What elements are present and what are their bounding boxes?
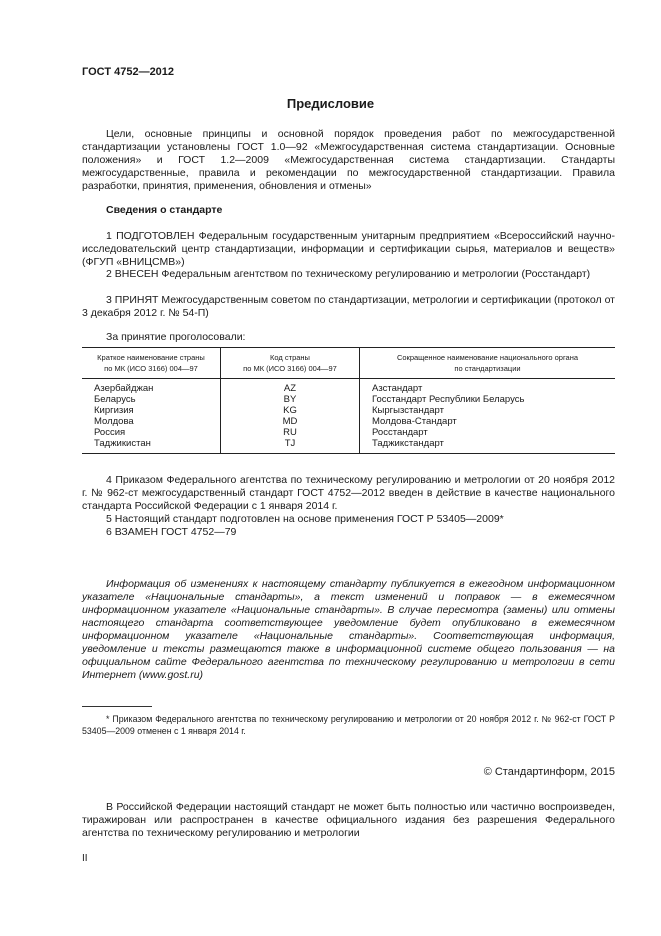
cell-country: Таджикистан: [82, 438, 221, 454]
intro-paragraph: Цели, основные принципы и основной порядок проведения работ по межгосударственной стандартизации установлены ГОСТ 1.0—92 «Межгосударственная система стандартизации. Основные положения» и ГОСТ 1.2—2009 «Межгосударственная система стандартизации. Стандарты межгосударственные, правила и рекомендации по межгосударственной стандартизации. Правила разработки, принятия, применения, обновления и отмены»: [82, 128, 615, 192]
footnote: * Приказом Федерального агентства по техническому регулированию и метрологии от 20 ноября 2012 г. № 962-ст ГОСТ Р 53405—2009 отменен с 1 января 2014 г.: [82, 714, 615, 736]
voted-label: За принятие проголосовали:: [106, 331, 246, 343]
cell-country: Киргизия: [82, 405, 221, 416]
cell-country: Азербайджан: [82, 379, 221, 395]
col-header-country: Краткое наименование страны по МК (ИСО 3166) 004—97: [82, 348, 221, 379]
cell-body: Молдова-Стандарт: [372, 416, 457, 427]
table-row: [82, 394, 615, 405]
table-row: [82, 416, 615, 427]
table-header-row: [82, 348, 615, 379]
cell-country: Молдова: [82, 416, 221, 427]
document-header: ГОСТ 4752—2012: [82, 66, 175, 78]
cell-code: TJ: [221, 438, 360, 454]
col-header-body: Сокращенное наименование национального органа по стандартизации: [360, 348, 616, 379]
item-6: 6 ВЗАМЕН ГОСТ 4752—79: [106, 526, 237, 538]
page-number: II: [82, 853, 88, 864]
rights-paragraph: В Российской Федерации настоящий стандарт не может быть полностью или частично воспроизведен, тиражирован или распространен в качестве официального издания без разрешения Федерального агентства по техническому регулированию и метрологии: [82, 801, 615, 839]
item-1: 1 ПОДГОТОВЛЕН Федеральным государственным унитарным предприятием «Всероссийский научно-исследовательский центр стандартизации, информации и сертификации сырья, материалов и веществ» (ФГУП «ВНИЦСМВ»): [82, 230, 615, 268]
cell-body: Росстандарт: [372, 427, 428, 438]
notice-paragraph: Информация об изменениях к настоящему стандарту публикуется в ежегодном информационном указателе «Национальные стандарты», а текст изменений и поправок — в ежемесячном информационном указателе «Национальные стандарты». В случае пересмотра (замены) или отмены настоящего стандарта соответствующее уведомление будет опубликовано в ежемесячном информационном указателе «Национальные стандарты». Соответствующая информация, уведомление и тексты размещаются также в информационной системе общего пользования — на официальном сайте Федерального агентства по техническому регулированию и метрологии в сети Интернет (www.gost.ru): [82, 578, 615, 681]
col-header-code: Код страны по МК (ИСО 3166) 004—97: [221, 348, 360, 379]
table-row: [82, 438, 615, 454]
cell-body: Таджикстандарт: [360, 438, 616, 454]
page-title: Предисловие: [286, 96, 375, 111]
cell-code: BY: [221, 394, 360, 405]
cell-country: Россия: [82, 427, 221, 438]
voting-table: [82, 347, 615, 454]
cell-body: Азстандарт: [372, 383, 423, 394]
item-3: 3 ПРИНЯТ Межгосударственным советом по стандартизации, метрологии и сертификации (протокол от 3 декабря 2012 г. № 54-П): [82, 294, 615, 319]
cell-code: MD: [221, 416, 360, 427]
table-row: [82, 379, 615, 395]
table-row: [82, 405, 615, 416]
item-4: 4 Приказом Федерального агентства по техническому регулированию и метрологии от 20 ноября 2012 г. № 962-ст межгосударственный стандарт ГОСТ 4752—2012 введен в действие в качестве национального стандарта Российской Федерации с 1 января 2014 г.: [82, 474, 615, 512]
footnote-divider: [82, 706, 152, 707]
info-heading: Сведения о стандарте: [106, 204, 223, 216]
cell-code: RU: [221, 427, 360, 438]
table-row: [82, 427, 615, 438]
cell-country: Беларусь: [82, 394, 221, 405]
copyright: © Стандартинформ, 2015: [483, 766, 615, 778]
cell-body: Кыргызстандарт: [372, 405, 444, 416]
cell-code: KG: [221, 405, 360, 416]
cell-body: Госстандарт Республики Беларусь: [372, 394, 525, 405]
cell-code: AZ: [221, 379, 360, 395]
item-5: 5 Настоящий стандарт подготовлен на основе применения ГОСТ Р 53405—2009*: [106, 513, 504, 525]
item-2: 2 ВНЕСЕН Федеральным агентством по техническому регулированию и метрологии (Росстандарт): [106, 268, 591, 280]
